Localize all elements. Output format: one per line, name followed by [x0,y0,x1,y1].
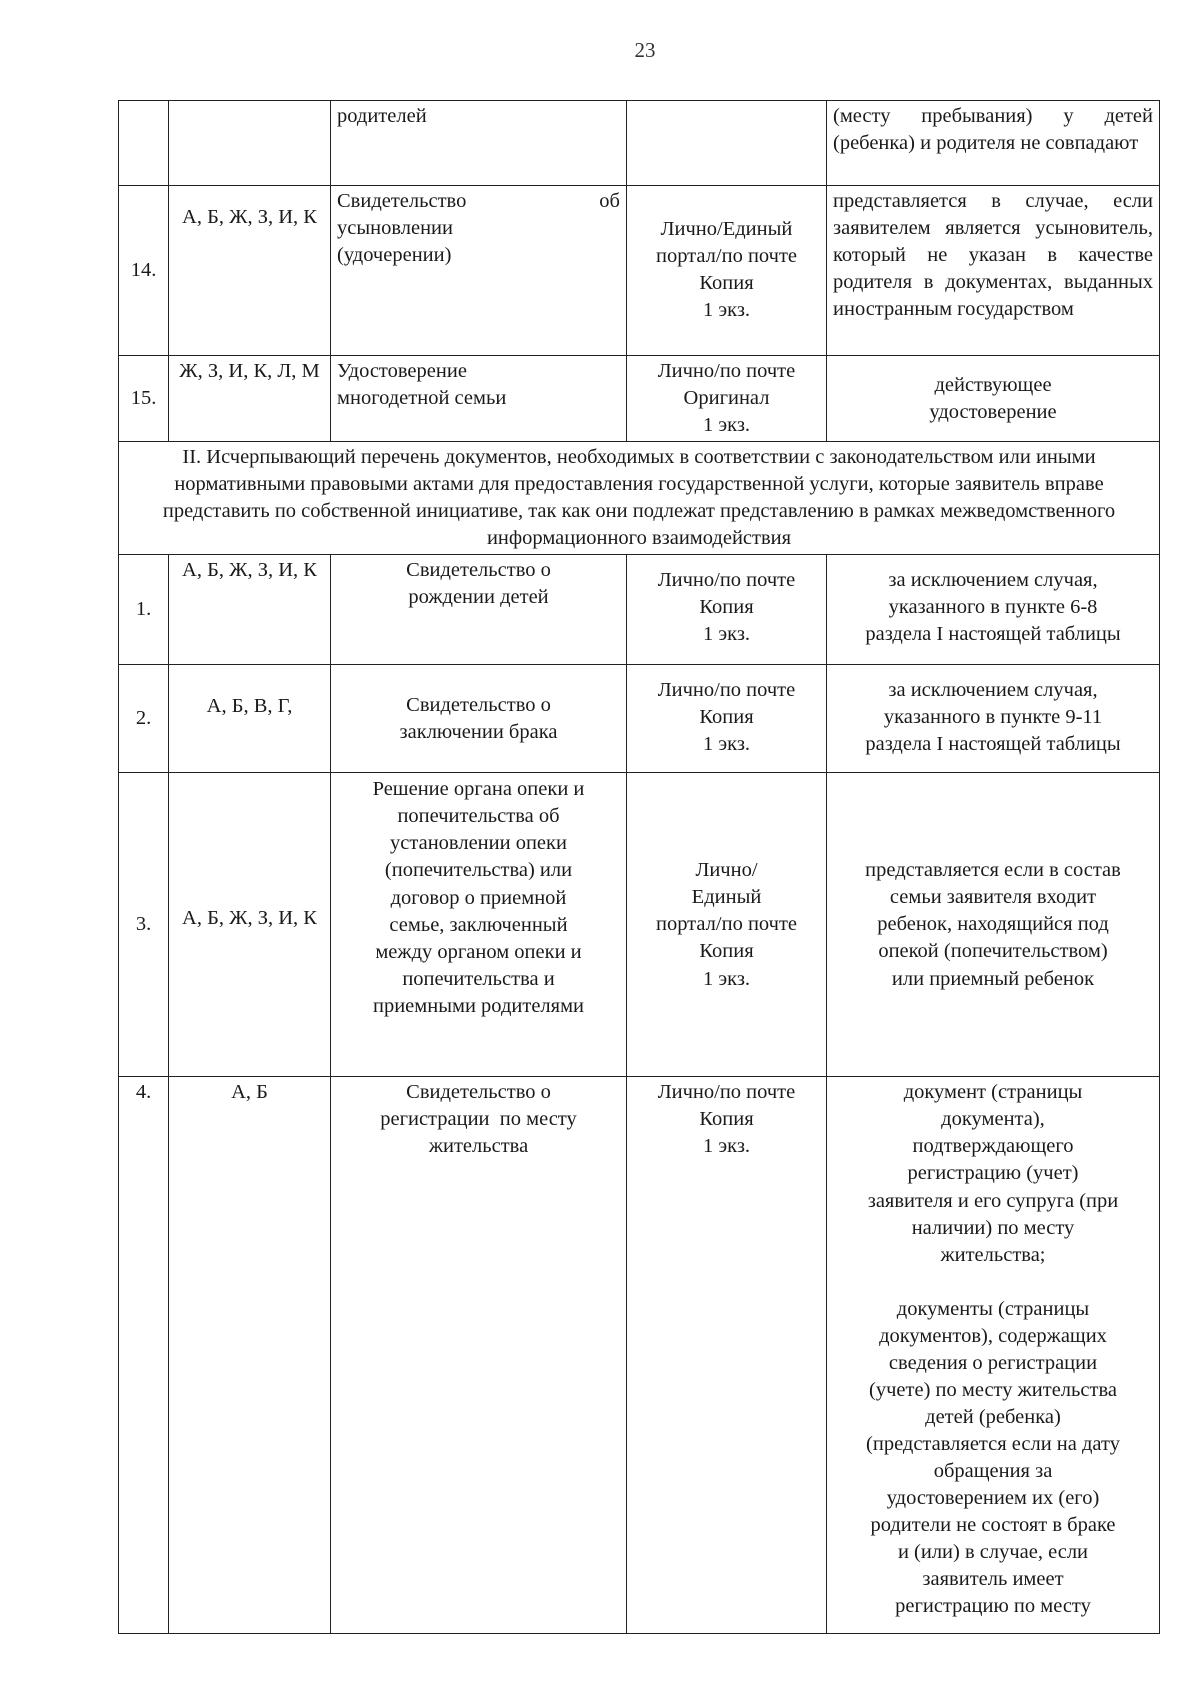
document-line: приемными родителями [372,994,585,1017]
note-line: раздела I настоящей таблицы [865,733,1121,756]
document-note [827,555,1160,665]
document-name [331,1077,627,1634]
note-line: действующее [934,373,1052,396]
table-row [119,186,1160,356]
applicant-categories [169,555,331,665]
note-line: детей (ребенка) [925,1405,1061,1428]
document-line: попечительства и [402,967,555,990]
note-line: заявителя и его супруга (при [867,1189,1119,1212]
document-line: жительства [428,1135,529,1158]
method-line: Копия [699,940,754,963]
row-number: 15. [119,356,169,442]
categories-text: А, Б, Ж, З, И, К [182,559,317,582]
row-number: 4. [119,1077,169,1634]
categories-text: А, Б [231,1081,268,1104]
categories-text: А, Б, В, Г, [206,695,293,718]
note-line: заявитель имеет [922,1568,1064,1591]
method-line: Лично/по почте [657,679,796,702]
paragraph-gap [833,1269,1153,1296]
applicant-categories [169,1077,331,1634]
table-row [119,101,1160,186]
document-line: многодетной семьи [337,387,507,410]
document-note [827,1077,1160,1634]
note-line: представляется если в состав [865,859,1121,882]
table-row [119,555,1160,665]
document-line: Удостоверение [337,360,467,382]
submission-method [627,555,827,665]
submission-method [627,665,827,773]
method-line: 1 экз. [702,299,751,322]
note-line: регистрацию (учет) [907,1162,1079,1185]
document-note [827,356,1160,442]
note-line: документы (страницы [896,1297,1090,1320]
method-line: портал/по почте [655,913,798,936]
method-line: Единый [691,886,762,909]
note-line: наличии) по месту [911,1216,1075,1239]
document-line: рождении детей [408,586,549,609]
method-line: Лично/по почте [657,1081,796,1104]
method-line: Копия [699,596,754,619]
document-line: регистрации по месту [380,1108,577,1131]
table-row [119,356,1160,442]
note-line: ребенок, находящийся под [877,913,1109,936]
method-line: 1 экз. [702,623,751,646]
document-name: родителей [331,101,627,186]
note-line: указанного в пункте 9-11 [883,706,1103,729]
document-line: заключении брака [399,720,558,743]
note-line: родители не состоят в браке [870,1514,1116,1537]
document-line: семье, заключенный [389,913,568,936]
categories-text: Ж, З, И, К, Л, М [179,360,320,382]
page-number: 23 [634,38,656,62]
document-name [331,773,627,1077]
method-line: Копия [699,272,754,295]
method-line: Оригинал [683,387,770,410]
document-note [827,665,1160,773]
note-line: опекой (попечительством) [878,940,1108,963]
applicant-categories [169,101,331,186]
row-number: 3. [119,773,169,1077]
document-note: представляется в случае, если заявителем является усыновитель, который не указан в качестве родителя в документах, выданных иностранным государством [827,186,1160,356]
note-line: жительства; [940,1243,1046,1266]
document-line: Свидетельство об [337,190,620,212]
document-name [331,186,627,356]
row-number: 14. [119,186,169,356]
row-number: 1. [119,555,169,665]
note-line: удостоверением их (его) [886,1486,1100,1509]
categories-text: А, Б, Ж, З, И, К [182,206,317,228]
method-line: Копия [699,706,754,729]
method-line: Лично/по почте [657,360,796,382]
applicant-categories [169,665,331,773]
note-line: сведения о регистрации [888,1351,1098,1374]
method-line: портал/по почте [655,245,798,268]
document-line: Решение органа опеки и [372,778,585,801]
document-line: договор о приемной [390,886,567,909]
document-line: усыновлении [337,217,453,240]
note-line: семьи заявителя входит [889,886,1097,909]
note-line: обращения за [933,1459,1053,1482]
submission-method [627,186,827,356]
table-row [119,1077,1160,1634]
applicant-categories [169,773,331,1077]
method-line: 1 экз. [702,967,751,990]
note-line: за исключением случая, [888,679,1098,702]
document-name [331,555,627,665]
note-line: указанного в пункте 6-8 [888,596,1098,619]
row-number [119,101,169,186]
document-line: установлении опеки [390,832,567,855]
row-number: 2. [119,665,169,773]
note-line: (представляется если на дату [866,1432,1120,1455]
note-line: документа), [941,1108,1045,1131]
table-row [119,665,1160,773]
document-line: (удочерении) [337,244,452,267]
method-line: Лично/по почте [657,569,796,592]
document-name [331,356,627,442]
method-line: Лично/Единый [660,218,793,240]
method-line: 1 экз. [702,1135,751,1158]
note-line: удостоверение [929,400,1057,423]
document-line: (попечительства) или [384,859,573,882]
submission-method [627,773,827,1077]
document-line: попечительства об [397,805,560,828]
section-title: II. Исчерпывающий перечень документов, необходимых в соответствии с законодательством или иными нормативными правовыми актами для предоставления государственной услуги, которые заявитель вправе представить по собственной инициативе, так как они подлежат представлению в рамках межведомственного информационного взаимодействия [119,442,1160,555]
note-line: (учете) по месту жительства [869,1378,1117,1401]
applicant-categories [169,356,331,442]
document-line: Свидетельство о [406,693,551,716]
document-line: Свидетельство о [406,559,551,582]
table-row [119,773,1160,1077]
method-line: 1 экз. [702,733,751,756]
note-line: раздела I настоящей таблицы [865,623,1121,646]
applicant-categories [169,186,331,356]
method-line: Лично/ [695,859,758,882]
categories-text: А, Б, Ж, З, И, К [182,907,317,930]
method-line: Копия [699,1108,754,1131]
note-line: или приемный ребенок [891,967,1095,990]
documents-table [118,100,1160,1634]
note-line: за исключением случая, [888,569,1098,592]
note-line: регистрацию по месту [895,1595,1091,1618]
note-line: подтверждающего [912,1135,1074,1158]
note-line: и (или) в случае, если [897,1541,1089,1564]
document-name [331,665,627,773]
submission-method [627,356,827,442]
submission-method [627,101,827,186]
note-line: документ (страницы [903,1081,1083,1104]
document-note [827,773,1160,1077]
method-line: 1 экз. [702,414,751,437]
document-line: Свидетельство о [406,1081,551,1104]
document-note: (месту пребывания) у детей (ребенка) и родителя не совпадают [827,101,1160,186]
document-line: между органом опеки и [375,940,582,963]
note-line: документов), содержащих [879,1324,1107,1347]
submission-method [627,1077,827,1634]
section-header-row [119,442,1160,555]
